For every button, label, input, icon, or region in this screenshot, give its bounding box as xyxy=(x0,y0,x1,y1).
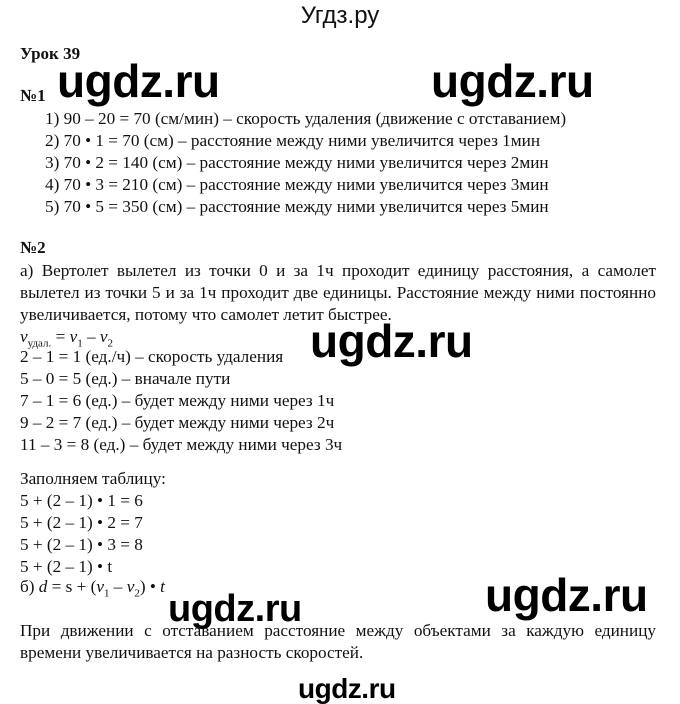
task-1-number: №1 xyxy=(20,86,46,105)
part-b-prefix: б) xyxy=(20,577,39,596)
task-2-number: №2 xyxy=(20,238,46,257)
part-b-sub1: 1 xyxy=(104,587,110,600)
task-1-line-1: 1) 90 – 20 = 70 (см/мин) – скорость удаления (движение с отставанием) xyxy=(45,109,567,128)
task-1-line-3: 3) 70 • 2 = 140 (см) – расстояние между ними увеличится через 2мин xyxy=(45,153,549,172)
watermark-3: ugdz.ru xyxy=(310,315,473,367)
formula-sub1: 1 xyxy=(77,337,83,350)
part-b-d: d xyxy=(38,577,48,596)
formula-sub-udal: удал. xyxy=(27,337,52,350)
watermark-2: ugdz.ru xyxy=(431,55,594,107)
part-b-tail: ) • xyxy=(139,577,161,596)
part-b-t: t xyxy=(160,577,165,596)
formula-eq: = xyxy=(51,327,70,346)
task-2-part-a-text: а) Вертолет вылетел из точки 0 и за 1ч проходит единицу расстояния, а самолет вылетел из точки 5 и за 1ч проходит две единицы. Расстояние между ними постоянно увеличивается, потому что самолет летит быстрее. xyxy=(20,261,656,324)
calc-line-2: 5 – 0 = 5 (ед.) – вначале пути xyxy=(20,369,231,388)
part-b-v1: v xyxy=(96,577,104,596)
lesson-title: Урок 39 xyxy=(20,44,81,63)
calc-line-5: 11 – 3 = 8 (ед.) – будет между ними через 3ч xyxy=(20,435,343,454)
part-b-v2: v xyxy=(126,577,135,596)
table-line-3: 5 + (2 – 1) • 3 = 8 xyxy=(20,535,143,554)
task-1-line-4: 4) 70 • 3 = 210 (см) – расстояние между ними увеличится через 3мин xyxy=(45,175,549,194)
formula-v: v xyxy=(20,327,28,346)
watermark-4: ugdz.ru xyxy=(485,569,648,621)
part-b-sub2: 2 xyxy=(134,587,140,600)
part-b-eq-s: = s + ( xyxy=(47,577,97,596)
watermark-1: ugdz.ru xyxy=(57,55,220,107)
task-1-line-5: 5) 70 • 5 = 350 (см) – расстояние между ними увеличится через 5мин xyxy=(45,197,549,216)
part-b-formula xyxy=(20,576,165,604)
formula-v1: v xyxy=(69,327,78,346)
footer-watermark: ugdz.ru xyxy=(298,673,396,704)
watermark-5: ugdz.ru xyxy=(168,588,302,630)
task-1-line-2: 2) 70 • 1 = 70 (см) – расстояние между ними увеличится через 1мин xyxy=(45,131,541,150)
part-b-minus: – xyxy=(109,577,127,596)
table-line-2: 5 + (2 – 1) • 2 = 7 xyxy=(20,513,143,532)
calc-line-4: 9 – 2 = 7 (ед.) – будет между ними через 2ч xyxy=(20,413,335,432)
table-line-1: 5 + (2 – 1) • 1 = 6 xyxy=(20,491,143,510)
formula-sub2: 2 xyxy=(107,337,114,350)
table-line-4: 5 + (2 – 1) • t xyxy=(20,557,113,576)
conclusion-text: При движении с отставанием расстояние между объектами за каждую единицу времени увеличивается на разность скоростей. xyxy=(20,621,656,662)
formula-v2: v xyxy=(99,327,108,346)
formula-minus: – xyxy=(82,327,100,346)
table-intro: Заполняем таблицу: xyxy=(20,469,166,488)
site-title: Угдз.ру xyxy=(300,2,380,29)
calc-line-1: 2 – 1 = 1 (ед./ч) – скорость удаления xyxy=(20,347,284,366)
calc-line-3: 7 – 1 = 6 (ед.) – будет между ними через 1ч xyxy=(20,391,335,410)
